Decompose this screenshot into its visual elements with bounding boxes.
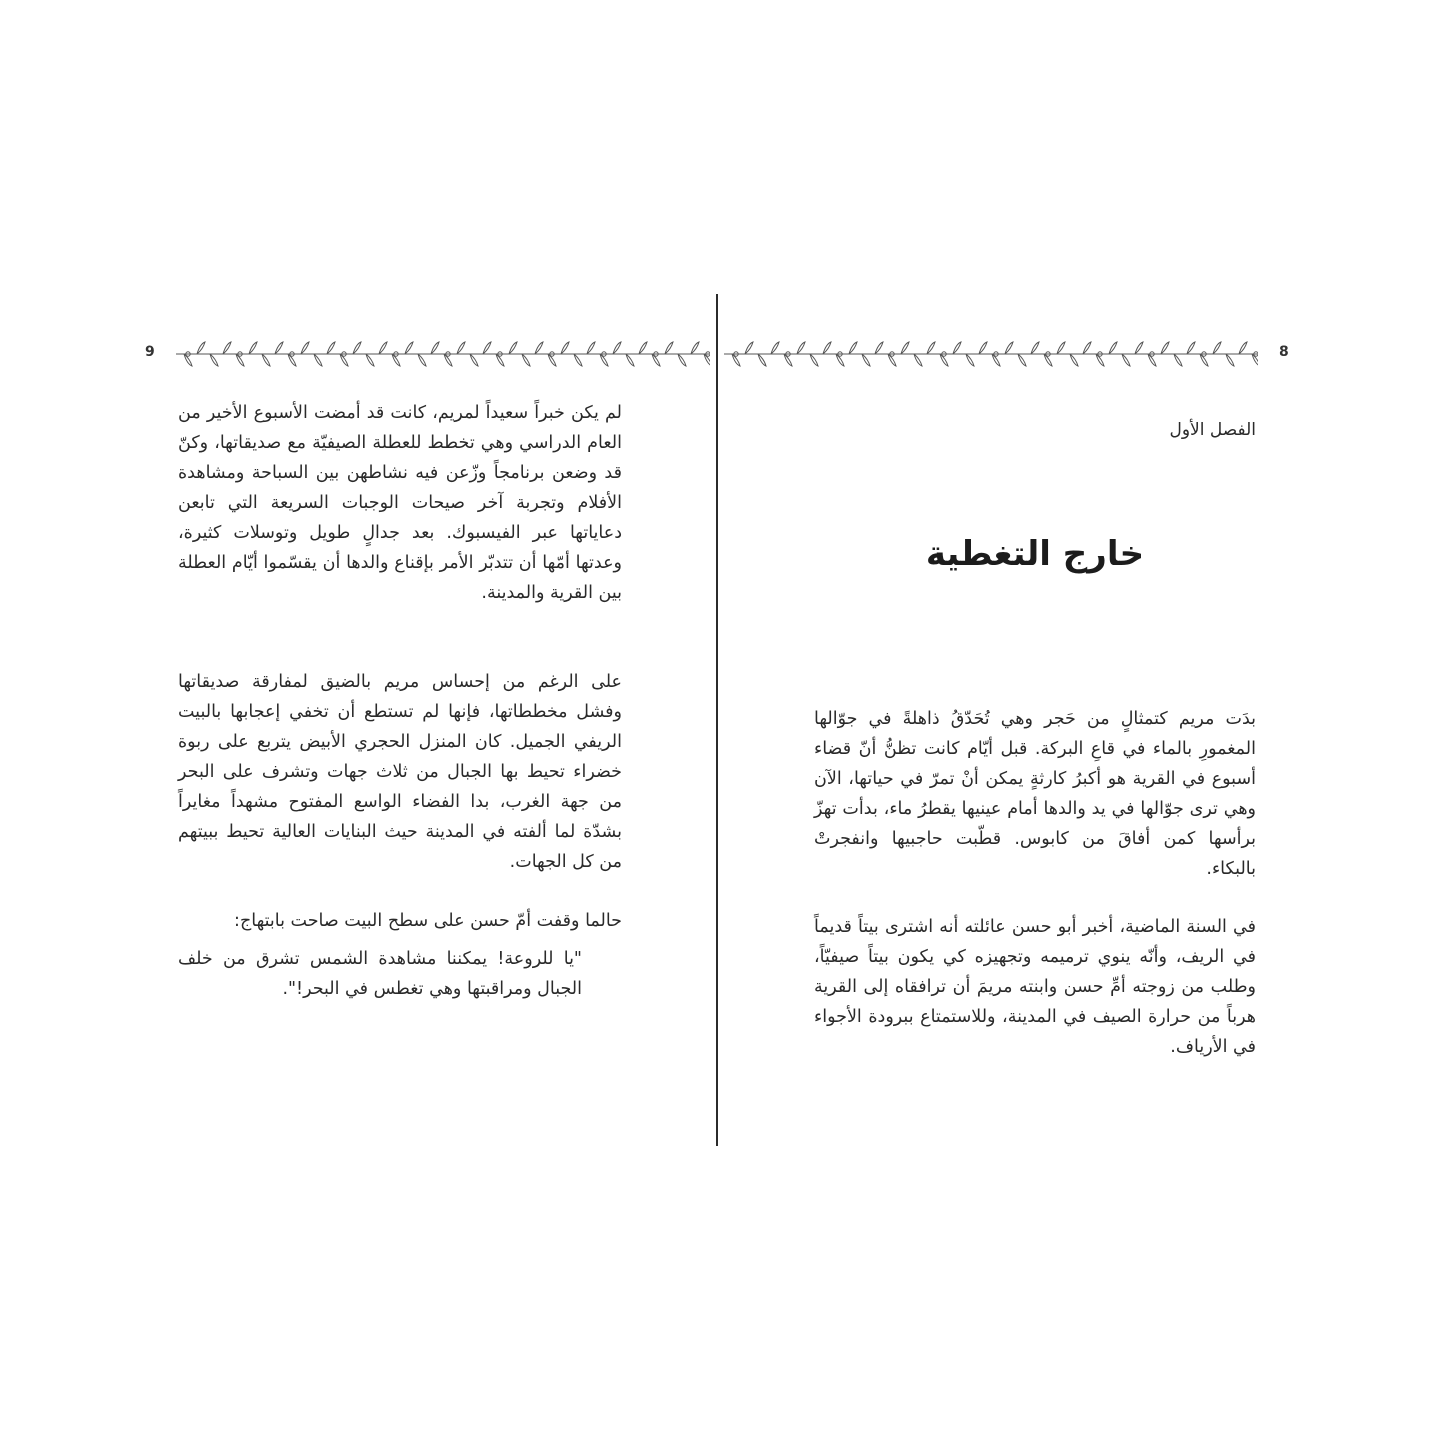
vine-leaf xyxy=(1213,342,1221,354)
vine-leaf xyxy=(875,342,883,354)
vine-leaf xyxy=(1187,342,1195,354)
left-paragraph-2: على الرغم من إحساس مريم بالضيق لمفارقة صديقاتها وفشل مخططاتها، فإنها لم تستطع أن تخفي إعجابها بالبيت الريفي الجميل. كان المنزل الحجري الأبيض يتربع على ربوة خضراء تحيط بها الجبال من ثلاث جهات وتشرف على البحر من جهة الغرب، بدا الفضاء الواسع المفتوح مشهداً مغايراً بشدّة لما ألفته في المدينة حيث البنايات العالية تحيط ببيتهم من كل الجهات. xyxy=(178,672,622,872)
vine-leaf xyxy=(613,342,621,354)
vine-leaf xyxy=(314,354,322,366)
vine-leaf xyxy=(1239,342,1247,354)
right-paragraph-2: في السنة الماضية، أخبر أبو حسن عائلته أنه اشترى بيتاً قديماً في الريف، وأنّه ينوي ترميمه وتجهيزه كي يكون بيتاً صيفيّاً، وطلب من زوجته أمِّ حسن وابنته مريمَ أن ترافقاه إلى القرية هرباً من حرارة الصيف في المدينة، وللاستمتاع ببرودة الأجواء في الأرياف. xyxy=(814,917,1256,1057)
vine-leaf xyxy=(431,342,439,354)
vine-leaf xyxy=(745,342,753,354)
vine-leaf xyxy=(1174,354,1182,366)
vine-leaf xyxy=(639,342,647,354)
chapter-label: الفصل الأول xyxy=(1169,420,1256,440)
vine-leaf xyxy=(771,342,779,354)
right-paragraph-1: بدَت مريم كتمثالٍ من حَجر وهي تُحَدّقُ ذاهلةً في جوّالها المغمورِ بالماء في قاعِ البركة. قبل أيّام كانت تظنُّ أنّ قضاء أسبوع في القرية هو أكبرُ كارثةٍ يمكن أنْ تمرّ في حياتها، الآن وهي ترى جوّالها في يد والدها أمام عينيها يقطرُ ماء، بدأت تهزّ برأسها كمن أفاقَ من كابوس. قطّبت حاجبيها وانفجرتْ بالبكاء. xyxy=(814,709,1256,879)
vine-leaf xyxy=(979,342,987,354)
vine-leaf xyxy=(953,342,961,354)
vine-leaf xyxy=(210,354,218,366)
vine-leaf xyxy=(379,342,387,354)
vine-leaf xyxy=(810,354,818,366)
vine-leaf xyxy=(249,342,257,354)
vine-leaf xyxy=(691,342,699,354)
book-spine-divider xyxy=(716,294,718,1146)
left-quote: "يا للروعة! يمكننا مشاهدة الشمس تشرق من خلف الجبال ومراقبتها وهي تغطس في البحر!". xyxy=(178,949,582,999)
vine-leaf xyxy=(1122,354,1130,366)
vine-leaf xyxy=(223,342,231,354)
left-vine-ornament xyxy=(176,336,710,372)
vine-leaf xyxy=(1083,342,1091,354)
vine-leaf xyxy=(1005,342,1013,354)
vine-leaf xyxy=(275,342,283,354)
vine-leaf xyxy=(678,354,686,366)
vine-leaf xyxy=(522,354,530,366)
vine-leaf xyxy=(587,342,595,354)
vine-leaf xyxy=(418,354,426,366)
vine-leaf xyxy=(483,342,491,354)
vine-leaf xyxy=(901,342,909,354)
vine-leaf xyxy=(197,342,205,354)
vine-leaf xyxy=(1226,354,1234,366)
vine-leaf xyxy=(849,342,857,354)
vine-leaf xyxy=(914,354,922,366)
vine-leaf xyxy=(574,354,582,366)
chapter-title: خارج التغطية xyxy=(925,534,1145,574)
right-page-number: 8 xyxy=(1279,344,1289,360)
vine-leaf xyxy=(353,342,361,354)
left-page-number: 9 xyxy=(145,344,155,360)
vine-leaf xyxy=(966,354,974,366)
vine-leaf xyxy=(823,342,831,354)
vine-leaf xyxy=(327,342,335,354)
vine-leaf xyxy=(1161,342,1169,354)
vine-leaf xyxy=(262,354,270,366)
vine-leaf xyxy=(758,354,766,366)
vine-leaf xyxy=(366,354,374,366)
vine-leaf xyxy=(1070,354,1078,366)
vine-leaf xyxy=(862,354,870,366)
vine-leaf xyxy=(301,342,309,354)
vine-leaf xyxy=(665,342,673,354)
vine-leaf xyxy=(509,342,517,354)
vine-leaf xyxy=(1135,342,1143,354)
vine-leaf xyxy=(405,342,413,354)
vine-leaf xyxy=(1031,342,1039,354)
vine-leaf xyxy=(927,342,935,354)
vine-leaf xyxy=(470,354,478,366)
vine-leaf xyxy=(797,342,805,354)
vine-leaf xyxy=(561,342,569,354)
vine-leaf xyxy=(1018,354,1026,366)
vine-leaf xyxy=(1057,342,1065,354)
vine-leaf xyxy=(626,354,634,366)
vine-leaf xyxy=(457,342,465,354)
vine-leaf xyxy=(535,342,543,354)
right-vine-ornament xyxy=(724,336,1258,372)
left-paragraph-3: حالما وقفت أمّ حسن على سطح البيت صاحت بابتهاج: xyxy=(234,911,622,931)
vine-leaf xyxy=(1109,342,1117,354)
left-paragraph-1: لم يكن خبراً سعيداً لمريم، كانت قد أمضت الأسبوع الأخير من العام الدراسي وهي تخطط للعطلة الصيفيّة مع صديقاتها، وكنّ قد وضعن برنامجاً وزّعن فيه نشاطهن بين السباحة ومشاهدة الأفلام وتجربة آخر صيحات الوجبات السريعة التي تابعن دعاياتها عبر الفيسبوك. بعد جدالٍ طويل وتوسلات كثيرة، وعدتها أمّها أن تتدبّر الأمر بإقناع والدها أن يقسّموا أيّام العطلة بين القرية والمدينة. xyxy=(178,403,622,603)
